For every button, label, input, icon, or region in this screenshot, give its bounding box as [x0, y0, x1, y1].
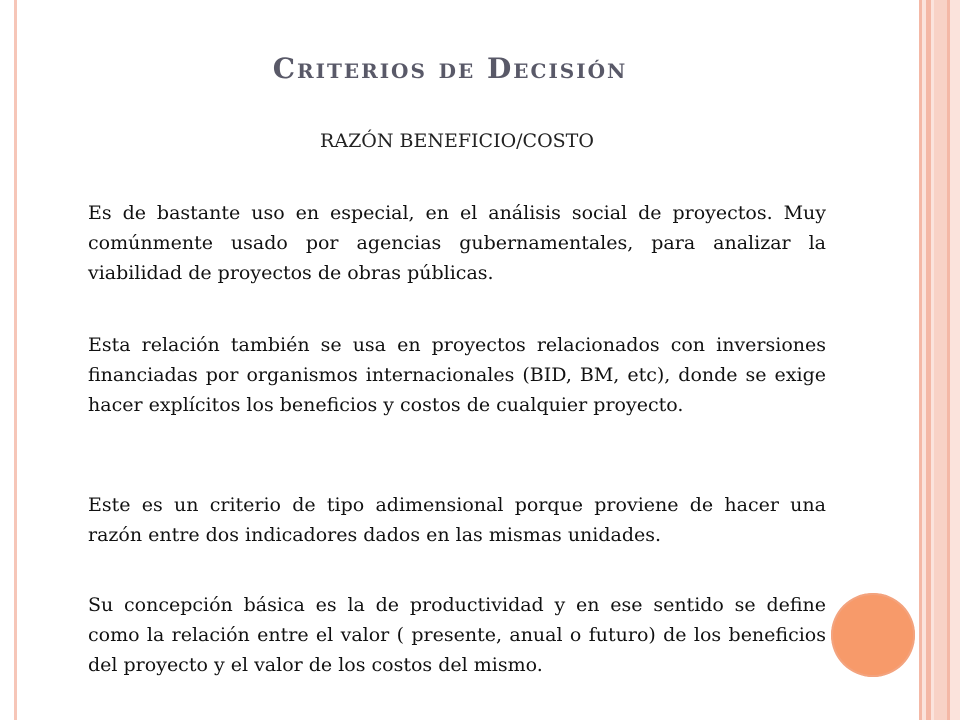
paragraph-3: Este es un criterio de tipo adimensional porque proviene de hacer una razón entre dos indicadores dados en las mismas unidades.: [88, 494, 826, 546]
slide-subtitle: RAZÓN BENEFICIO/COSTO: [320, 130, 594, 152]
paragraph-4: Su concepción básica es la de productividad y en ese sentido se define como la relación entre el valor ( presente, anual o futuro) de los beneficios del proyecto y el valor de los costos del mismo.: [88, 594, 826, 676]
decorative-circle: [831, 593, 915, 677]
right-decorative-stripes: [919, 0, 960, 720]
paragraph-1: Es de bastante uso en especial, en el análisis social de proyectos. Muy comúnmente usado por agencias gubernamentales, para analizar la viabilidad de proyectos de obras públicas.: [88, 202, 826, 284]
paragraph-2: Esta relación también se usa en proyectos relacionados con inversiones financiadas por organismos internacionales (BID, BM, etc), donde se exige hacer explícitos los beneficios y costos de cualquier proyecto.: [88, 334, 826, 416]
stripe: [934, 0, 947, 720]
left-border-rule: [14, 0, 17, 720]
stripe: [950, 0, 960, 720]
slide-title: Criterios de Decisión: [272, 52, 628, 85]
